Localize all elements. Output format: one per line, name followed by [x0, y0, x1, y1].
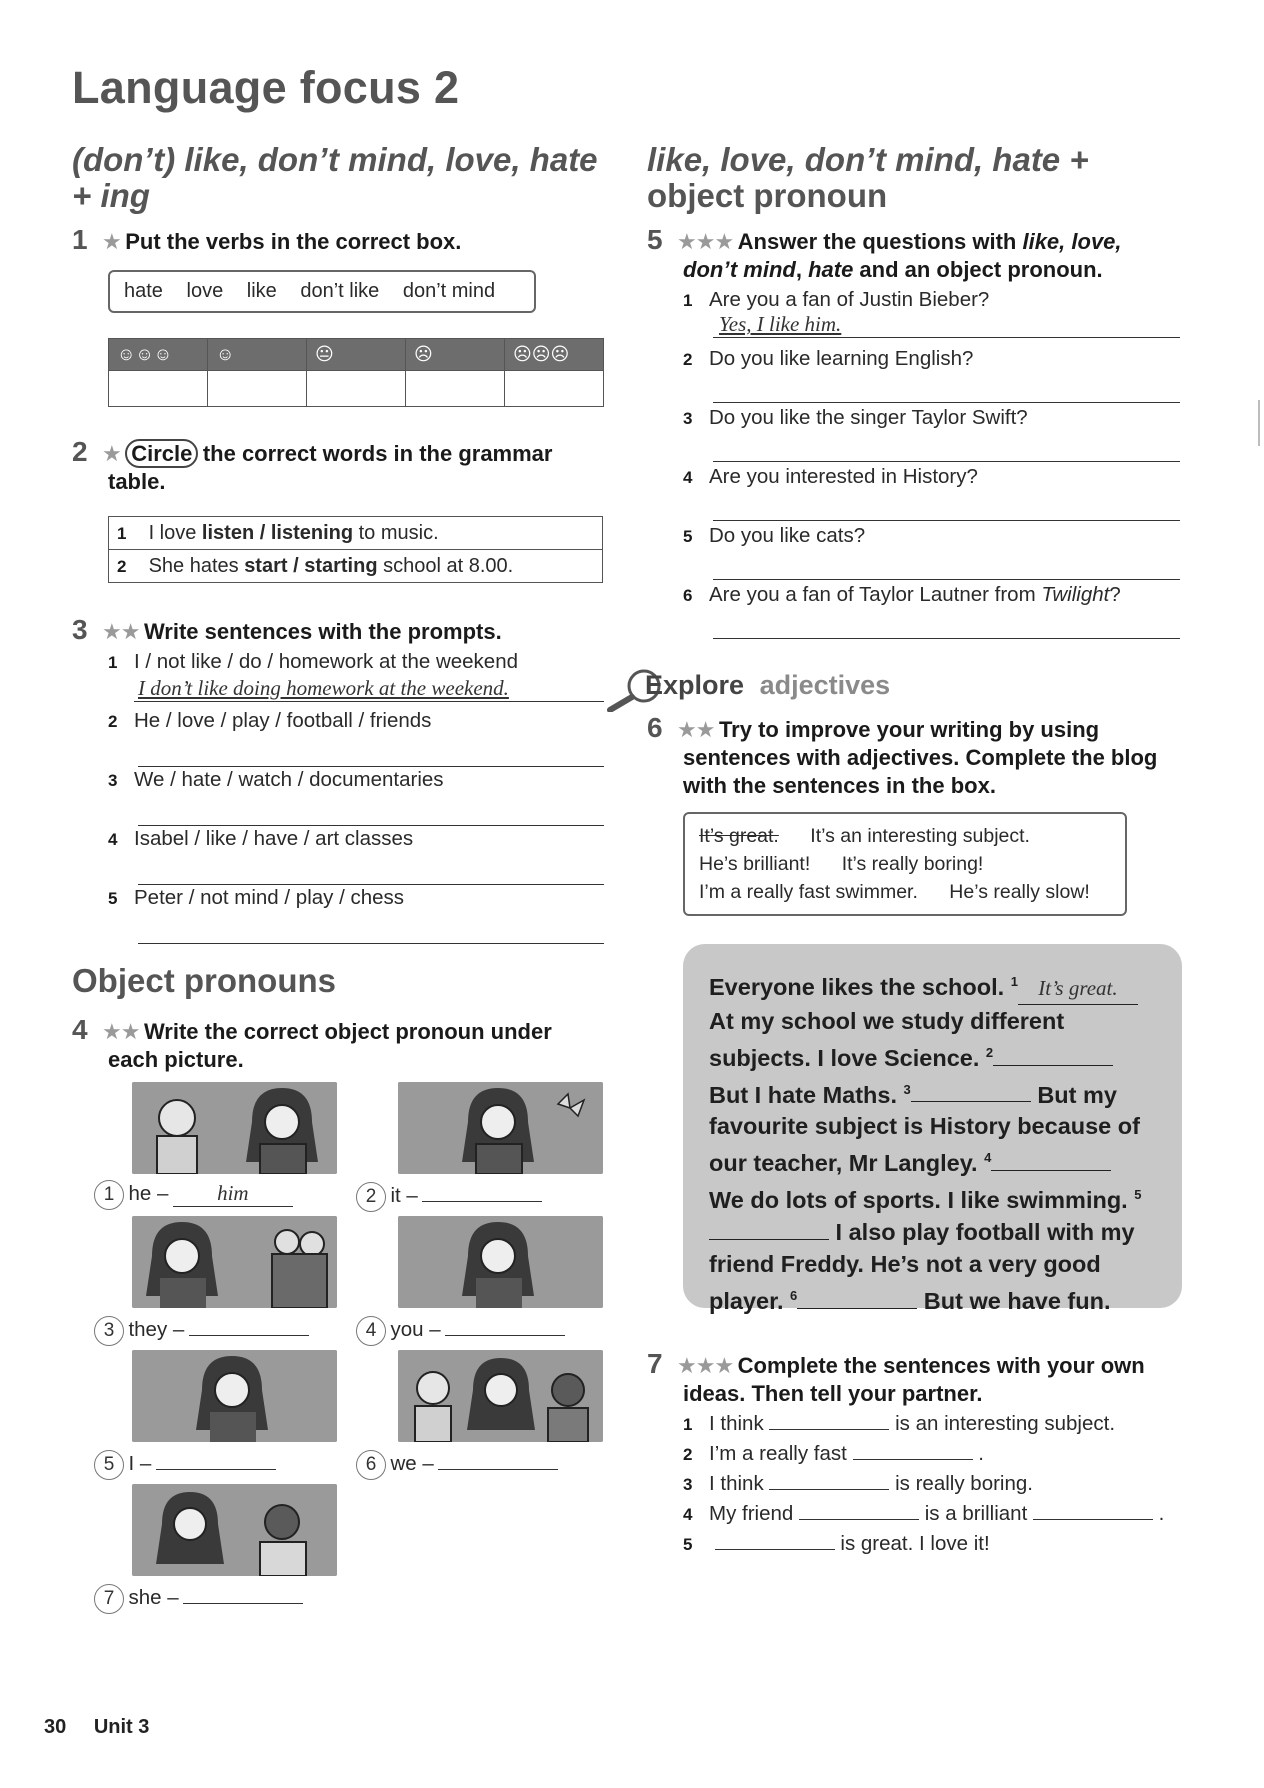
- item-number: 1: [683, 291, 693, 310]
- picture-three-friends: [398, 1350, 603, 1442]
- instruction-text: ,: [795, 257, 809, 282]
- completion-item: [683, 1410, 1115, 1436]
- item-number-circle: 4: [356, 1316, 386, 1346]
- answer-line[interactable]: [713, 613, 1180, 639]
- pronoun-label: you –: [390, 1318, 441, 1341]
- blog-sentence: our teacher, Mr Langley.: [709, 1150, 978, 1177]
- star-icon: ★★: [102, 1019, 140, 1044]
- exercise-number: 1: [72, 224, 88, 255]
- section-title-object-pronouns: Object pronouns: [72, 962, 336, 999]
- grammar-row: [109, 550, 603, 583]
- answer-cell[interactable]: [406, 371, 505, 407]
- item-text: .: [978, 1442, 984, 1465]
- explore-word: Explore: [645, 670, 745, 700]
- exercise-instruction: Put the verbs in the correct box.: [125, 229, 462, 254]
- answer-line[interactable]: [713, 436, 1180, 462]
- blog-sentence: subjects. I love Science.: [709, 1044, 980, 1071]
- prompt-item: [108, 768, 604, 826]
- blog-gap[interactable]: [991, 1149, 1111, 1171]
- answer-line[interactable]: [138, 859, 604, 885]
- blog-sentence: But I hate Maths.: [709, 1081, 898, 1108]
- page-number: 30: [44, 1716, 67, 1738]
- prompt-item: [108, 886, 604, 944]
- box-sentence: I’m a really fast swimmer.: [699, 881, 918, 903]
- exercise-instruction-cont: each picture.: [108, 1047, 244, 1072]
- row-text: I love: [148, 521, 202, 544]
- item-number: 1: [683, 1415, 693, 1434]
- gap-number: 6: [790, 1288, 798, 1304]
- picture-girl-and-butterfly: [398, 1082, 603, 1174]
- pronoun-item: [94, 1448, 276, 1480]
- row-text: school at 8.00.: [377, 554, 514, 577]
- exercise-instruction-italic: like, love,: [1022, 229, 1122, 254]
- item-number: 4: [108, 830, 118, 849]
- star-icon: ★★: [677, 717, 715, 742]
- exercise-instruction-cont: with the sentences in the box.: [683, 773, 996, 798]
- pronoun-label: I –: [128, 1452, 152, 1475]
- instruction-italic: hate: [808, 257, 854, 282]
- cartoon-girl-icon: [132, 1350, 337, 1442]
- star-icon: ★: [102, 229, 121, 254]
- answer-line[interactable]: [138, 800, 604, 826]
- answer-cell[interactable]: [307, 371, 406, 407]
- word-item: don’t mind: [402, 280, 496, 302]
- completion-item: [683, 1530, 990, 1556]
- question-text: Are you a fan of Justin Bieber?: [709, 288, 990, 311]
- blog-line: [709, 1074, 1169, 1111]
- exercise-1-heading: [72, 224, 461, 256]
- blog-sentence: Everyone likes the school.: [709, 973, 1005, 1000]
- sentence-box-line: [699, 850, 1111, 878]
- explore-heading: [645, 670, 890, 701]
- item-number: 6: [683, 586, 693, 605]
- item-number: 4: [683, 468, 693, 487]
- exercise-number: 3: [72, 614, 88, 645]
- completion-gap[interactable]: [769, 1410, 889, 1430]
- item-text: I think: [709, 1412, 764, 1435]
- exercise-number: 5: [647, 224, 663, 255]
- word-item: hate: [124, 280, 163, 302]
- pronoun-item: [356, 1314, 565, 1346]
- section-title-object-pronoun: [647, 142, 1089, 214]
- exercise-7-heading: [647, 1348, 1145, 1380]
- grammar-table: [108, 516, 603, 583]
- pronoun-answer[interactable]: [438, 1448, 558, 1470]
- blog-sentence: player.: [709, 1287, 784, 1314]
- exercise-instruction: the correct words in the grammar: [202, 441, 553, 466]
- question-italic: Twilight: [1041, 583, 1110, 606]
- item-number-circle: 3: [94, 1316, 124, 1346]
- completion-item: [683, 1440, 984, 1466]
- gap-number: 4: [984, 1150, 992, 1166]
- faces-table: [108, 338, 604, 407]
- answer-line[interactable]: [713, 495, 1180, 521]
- gap-number: 2: [985, 1044, 994, 1060]
- exercise-number: 4: [72, 1014, 88, 1045]
- picture-two-girls: [132, 1484, 337, 1576]
- cartoon-girl-icon: [398, 1082, 603, 1174]
- item-number: 2: [683, 350, 693, 369]
- cartoon-group-icon: [398, 1350, 603, 1442]
- gap-number: 3: [903, 1081, 911, 1097]
- exercise-instruction-cont: table.: [108, 469, 166, 494]
- answer-cell[interactable]: [505, 371, 604, 407]
- blog-line: [709, 1179, 1169, 1216]
- answer-line[interactable]: [138, 741, 604, 767]
- star-icon: ★★★: [677, 1353, 734, 1378]
- answer-line[interactable]: [713, 377, 1180, 403]
- page-footer: [44, 1716, 149, 1739]
- prompt-item: [108, 709, 604, 767]
- exercise-instruction: Write the correct object pronoun under: [143, 1019, 552, 1044]
- answer-line[interactable]: [138, 918, 604, 944]
- blog-panel: [683, 944, 1182, 1314]
- answer-cell[interactable]: [208, 371, 307, 407]
- answer-line[interactable]: Yes, I like him.: [713, 312, 1180, 338]
- pronoun-answer[interactable]: [189, 1314, 309, 1336]
- struck-sentence: It’s great.: [699, 825, 779, 847]
- item-number: 1: [108, 653, 118, 672]
- prompt-item: [108, 650, 604, 702]
- blog-sentence: But my: [1037, 1081, 1117, 1108]
- blog-sentence: But we have fun.: [923, 1287, 1111, 1314]
- question-text: Are you interested in History?: [709, 465, 978, 488]
- answer-line[interactable]: I don’t like doing homework at the weekend.: [134, 676, 604, 702]
- question-item: [683, 288, 1180, 338]
- item-number: 3: [108, 771, 118, 790]
- blog-sentence: We do lots of sports. I like swimming.: [709, 1187, 1128, 1214]
- item-number: 5: [108, 889, 118, 908]
- prompt-text: We / hate / watch / documentaries: [134, 768, 444, 791]
- completion-gap[interactable]: [1033, 1500, 1153, 1520]
- exercise-instruction: Write sentences with the prompts.: [143, 619, 502, 644]
- grammar-row: [109, 517, 603, 550]
- exercise-instruction-cont: [683, 256, 1103, 284]
- completion-gap[interactable]: [853, 1440, 973, 1460]
- exercise-5-heading: [647, 224, 1122, 256]
- star-icon: ★: [102, 441, 121, 466]
- prompt-text: I / not like / do / homework at the weekend: [134, 650, 519, 673]
- pronoun-label: they –: [128, 1318, 185, 1341]
- item-text: I’m a really fast: [709, 1442, 847, 1465]
- exercise-number: 2: [72, 436, 88, 467]
- row-text: She hates: [148, 554, 245, 577]
- picture-girl-laughing: [132, 1350, 337, 1442]
- pronoun-item: [356, 1448, 558, 1480]
- faces-header-dont-like-icon: ☹: [406, 339, 505, 371]
- question-text: Do you like cats?: [709, 524, 866, 547]
- completion-gap[interactable]: [799, 1500, 919, 1520]
- item-number: 4: [683, 1505, 693, 1524]
- prompt-text: He / love / play / football / friends: [134, 709, 432, 732]
- item-number: 3: [683, 409, 693, 428]
- pronoun-label: we –: [390, 1452, 434, 1475]
- instruction-text: and an object pronoun.: [853, 257, 1103, 282]
- pronoun-label: it –: [390, 1184, 418, 1207]
- cartoon-people-icon: [132, 1082, 337, 1174]
- blog-text: [709, 966, 1169, 1317]
- item-text: My friend: [709, 1502, 794, 1525]
- sentence-box: [683, 812, 1127, 916]
- pronoun-label: he –: [128, 1182, 169, 1205]
- completion-gap[interactable]: [769, 1470, 889, 1490]
- pronoun-item: [356, 1180, 542, 1212]
- item-number: 5: [683, 527, 693, 546]
- blog-gap[interactable]: [797, 1287, 917, 1309]
- exercise-number: 6: [647, 712, 663, 743]
- row-text: to music.: [353, 521, 439, 544]
- section-title-like-love: [72, 142, 598, 214]
- exercise-2-heading: [72, 436, 552, 468]
- blog-gap[interactable]: [911, 1080, 1031, 1102]
- word-item: don’t like: [300, 280, 380, 302]
- item-number: 5: [683, 1535, 693, 1554]
- prompt-text: Isabel / like / have / art classes: [134, 827, 414, 850]
- exercise-instruction: Answer the questions with: [737, 229, 1023, 254]
- exercise-instruction: Try to improve your writing by using: [718, 717, 1100, 742]
- word-item: love: [186, 280, 224, 302]
- prompt-item: [108, 827, 604, 885]
- item-number: 3: [683, 1475, 693, 1494]
- pronoun-answer[interactable]: [422, 1180, 542, 1202]
- box-sentence: He’s really slow!: [949, 881, 1090, 903]
- box-sentence: He’s brilliant!: [699, 853, 811, 875]
- blog-line: [709, 1142, 1169, 1179]
- item-number-circle: 7: [94, 1584, 124, 1614]
- item-text: I think: [709, 1472, 764, 1495]
- item-text: .: [1158, 1502, 1165, 1525]
- pronoun-item: [94, 1582, 303, 1614]
- section-title-line2: + ing: [72, 177, 150, 214]
- completion-gap[interactable]: [715, 1530, 835, 1550]
- option-words[interactable]: listen / listening: [201, 521, 354, 544]
- item-number-circle: 6: [356, 1450, 386, 1480]
- page-edge-tab: [1258, 400, 1264, 446]
- sentence-box-line: [699, 878, 1111, 906]
- question-item: [683, 583, 1180, 639]
- star-icon: ★★: [102, 619, 140, 644]
- item-text: is great. I love it!: [840, 1532, 990, 1555]
- question-text: Are you a fan of Taylor Lautner from: [709, 583, 1042, 606]
- pronoun-label: she –: [128, 1586, 179, 1609]
- question-item: [683, 406, 1180, 462]
- row-number: 2: [117, 556, 127, 576]
- cartoon-girl-icon: [398, 1216, 603, 1308]
- blog-line: [709, 1280, 1169, 1317]
- faces-header-hate-icon: ☹☹☹: [505, 339, 604, 371]
- pronoun-answer[interactable]: [183, 1582, 303, 1604]
- pronoun-answer[interactable]: him: [173, 1181, 293, 1207]
- pronoun-item: [94, 1180, 293, 1210]
- box-sentence: It’s really boring!: [841, 853, 984, 875]
- section-title-line1: (don’t) like, don’t mind, love, hate: [72, 141, 598, 178]
- blog-line: At my school we study different: [709, 1007, 1065, 1034]
- answer-cell[interactable]: [109, 371, 208, 407]
- blog-line: [709, 1037, 1169, 1074]
- faces-header-like-icon: ☺: [208, 339, 307, 371]
- exercise-6-heading: [647, 712, 1099, 744]
- exercise-4-heading: [72, 1014, 552, 1046]
- word-box: [108, 270, 536, 313]
- completion-item: [683, 1500, 1164, 1526]
- section-title-line2: object pronoun: [647, 177, 888, 214]
- cartoon-group-icon: [132, 1216, 337, 1308]
- exercise-number: 7: [647, 1348, 663, 1379]
- section-title-line1: like, love, don’t mind, hate +: [647, 141, 1089, 178]
- blog-line: [709, 966, 1169, 1005]
- cartoon-two-girls-icon: [132, 1484, 337, 1576]
- picture-girl-and-group: [132, 1216, 337, 1308]
- blog-gap[interactable]: [993, 1044, 1113, 1066]
- pronoun-item: [94, 1314, 309, 1346]
- unit-label: Unit 3: [93, 1716, 150, 1738]
- gap-number: 1: [1010, 974, 1018, 989]
- exercise-instruction-cont: sentences with adjectives. Complete the blog: [683, 745, 1158, 770]
- pronoun-answer[interactable]: [156, 1448, 276, 1470]
- blog-line: favourite subject is History because of: [709, 1113, 1140, 1140]
- exercise-3-heading: [72, 614, 502, 646]
- row-number: 1: [117, 523, 127, 543]
- picture-boy-and-girl: [132, 1082, 337, 1174]
- question-item: [683, 524, 1180, 580]
- circle-word: Circle: [125, 439, 198, 468]
- answer-line[interactable]: [713, 554, 1180, 580]
- exercise-instruction: Complete the sentences with your own: [737, 1353, 1145, 1378]
- option-words[interactable]: start / starting: [244, 554, 378, 577]
- item-number: 2: [108, 712, 118, 731]
- explore-topic: adjectives: [759, 670, 891, 700]
- blog-line: [709, 1216, 1169, 1248]
- faces-header-love-icon: ☺☺☺: [109, 339, 208, 371]
- sentence-box-line: [699, 822, 1111, 850]
- question-item: [683, 347, 1180, 403]
- item-text: is a brilliant: [924, 1502, 1028, 1525]
- item-number-circle: 1: [94, 1180, 124, 1210]
- blog-gap[interactable]: It’s great.: [1018, 972, 1138, 1005]
- instruction-italic: don’t mind: [683, 257, 796, 282]
- word-item: like: [246, 280, 277, 302]
- blog-gap[interactable]: [709, 1218, 829, 1240]
- blog-sentence: I also play football with my: [835, 1219, 1135, 1246]
- picture-girl-pointing: [398, 1216, 603, 1308]
- pronoun-answer[interactable]: [445, 1314, 565, 1336]
- item-text: is an interesting subject.: [895, 1412, 1116, 1435]
- page-title: Language focus 2: [72, 62, 460, 113]
- question-item: [683, 465, 1180, 521]
- item-number-circle: 2: [356, 1182, 386, 1212]
- question-text: ?: [1109, 583, 1121, 606]
- box-sentence: It’s an interesting subject.: [810, 825, 1030, 847]
- item-text: is really boring.: [895, 1472, 1033, 1495]
- question-text: Do you like learning English?: [709, 347, 974, 370]
- star-icon: ★★★: [677, 229, 734, 254]
- completion-item: [683, 1470, 1033, 1496]
- question-text: Do you like the singer Taylor Swift?: [709, 406, 1028, 429]
- blog-line: friend Freddy. He’s not a very good: [709, 1251, 1101, 1278]
- faces-header-dont-mind-icon: 😐: [307, 339, 406, 371]
- item-number: 2: [683, 1445, 693, 1464]
- item-number-circle: 5: [94, 1450, 124, 1480]
- gap-number: 5: [1134, 1187, 1142, 1203]
- exercise-instruction-cont: ideas. Then tell your partner.: [683, 1381, 983, 1406]
- prompt-text: Peter / not mind / play / chess: [134, 886, 405, 909]
